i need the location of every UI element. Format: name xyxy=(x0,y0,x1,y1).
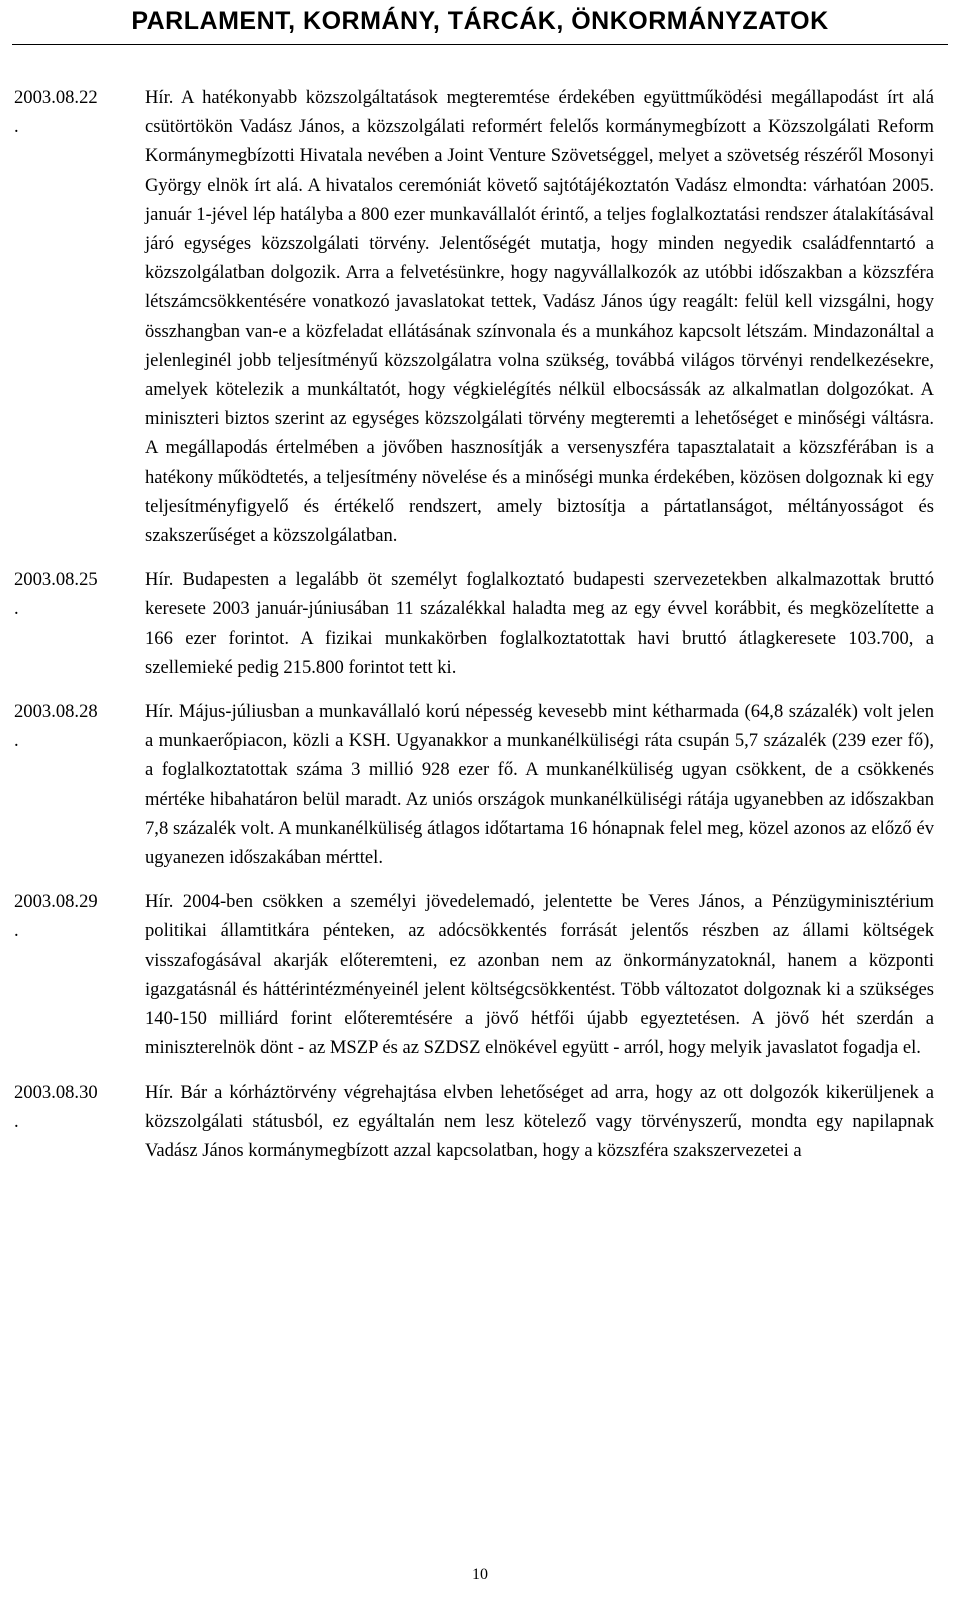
news-entry xyxy=(14,697,934,872)
entry-text: Hír. 2004-ben csökken a személyi jövedelemadó, jelentette be Veres János, a Pénzügyminisztérium politikai államtitkára pénteken, az adócsökkentés forrását jelentős részben az állami költségek visszafogásával akarják előteremteni, ez azonban nem az önkormányzatoknál, hanem a központi igazgatásnál és háttérintézményeinél jelent költségcsökkentést. Több változatot dolgoznak ki a szükséges 140-150 milliárd forint előteremtésére a jövő hétfői újabb egyeztetésen. A jövő hét szerdán a miniszterelnök dönt - az MSZP és az SZDSZ elnökével együtt - arról, hogy melyik javaslatot fogadja el. xyxy=(145,891,934,1059)
entry-text: Hír. Bár a kórháztörvény végrehajtása elvben lehetőséget ad arra, hogy az ott dolgozók kikerüljenek a közszolgálati státusból, ez egyáltalán nem lesz kötelező vagy törvényszerű, mondta egy napilapnak Vadász János kormánymegbízott azzal kapcsolatban, hogy a közszféra szakszervezetei a xyxy=(145,1081,934,1161)
news-entry xyxy=(14,1078,934,1166)
entry-text: Hír. A hatékonyabb közszolgáltatások megteremtése érdekében együttműködési megállapodást írt alá csütörtökön Vadász János, a közszolgálati reformért felelős kormánymegbízott a Közszolgálati Reform Kormánymegbízotti Hivatala nevében a Joint Venture Szövetséggel, melyet a szövetség részéről Mosonyi György elnök írt alá. A hivatalos ceremóniát követő sajtótájékoztatón Vadász elmondta: várhatóan 2005. január 1-jével lép hatályba a 800 ezer munkavállalót érintő, a teljes foglalkoztatási rendszer átalakításával járó egységes közszolgálati törvény. Jelentőségét mutatja, hogy minden negyedik családfenntartó a közszolgálatban dolgozik. Arra a felvetésünkre, hogy nagyvállalkozók az utóbbi időszakban a közszféra létszámcsökkentésére vonatkozó javaslatokat tettek, Vadász János úgy reagált: felül kell vizsgálni, hogy összhangban van-e a közfeladat ellátásának színvonala és a munkához kapcsolt létszám. Mindazonáltal a jelenleginél jobb teljesítményű közszolgálatra volna szükség, továbbá világos törvényi rendelkezésekre, amelyek kötelezik a munkáltatót, hogy végkielégítés nélkül elbocsássák az alkalmatlan dolgozókat. A miniszteri biztos szerint az egységes közszolgálati törvény megteremti a lehetőséget e minőségi váltásra. A megállapodás értelmében a jövőben hasznosítják a versenyszféra tapasztalatait a közszférában is a hatékony működtetés, a teljesítmény növelése és a minőségi munka érdekében, közösen dolgoznak ki egy teljesítményfigyelő és értékelő rendszert, amely biztosítja a pártatlanságot, méltányosságot és szakszerűséget a közszolgálatban. xyxy=(145,87,934,547)
page-header-title: PARLAMENT, KORMÁNY, TÁRCÁK, ÖNKORMÁNYZATOK xyxy=(131,7,829,35)
entry-date: 2003.08.29 . xyxy=(14,891,98,942)
entry-date: 2003.08.25 . xyxy=(14,569,98,620)
entry-text: Hír. Budapesten a legalább öt személyt foglalkoztató budapesti szervezetekben alkalmazottak bruttó keresete 2003 január-júniusában 11 százalékkal haladta meg az egy évvel korábbit, és megközelítette a 166 ezer forintot. A fizikai munkakörben foglalkoztatottak havi bruttó átlagkeresete 103.700, a szellemieké pedig 215.800 forintot tett ki. xyxy=(145,569,934,678)
header-divider xyxy=(12,44,948,45)
entry-date: 2003.08.22 . xyxy=(14,87,98,138)
page-number: 10 xyxy=(472,1566,488,1583)
news-entry xyxy=(14,565,934,682)
entry-date: 2003.08.28 . xyxy=(14,701,98,752)
news-entries-list xyxy=(14,83,934,1180)
news-entry xyxy=(14,887,934,1062)
entry-text: Hír. Május-júliusban a munkavállaló korú népesség kevesebb mint kétharmada (64,8 százalék) volt jelen a munkaerőpiacon, közli a KSH. Ugyanakkor a munkanélküliségi ráta csupán 5,7 százalék (239 ezer fő), a foglalkoztatottak száma 3 millió 928 ezer fő. A munkanélküliség ugyan csökkent, de a csökkenés mértéke hibahatáron belül maradt. Az uniós országok munkanélküliségi rátája ugyanebben az időszakban 7,8 százalék volt. A munkanélküliség átlagos időtartama 16 hónapnak felel meg, közel azonos az előző év ugyanezen időszakában mérttel. xyxy=(145,701,934,869)
entry-date: 2003.08.30 . xyxy=(14,1081,98,1132)
news-entry xyxy=(14,83,934,550)
